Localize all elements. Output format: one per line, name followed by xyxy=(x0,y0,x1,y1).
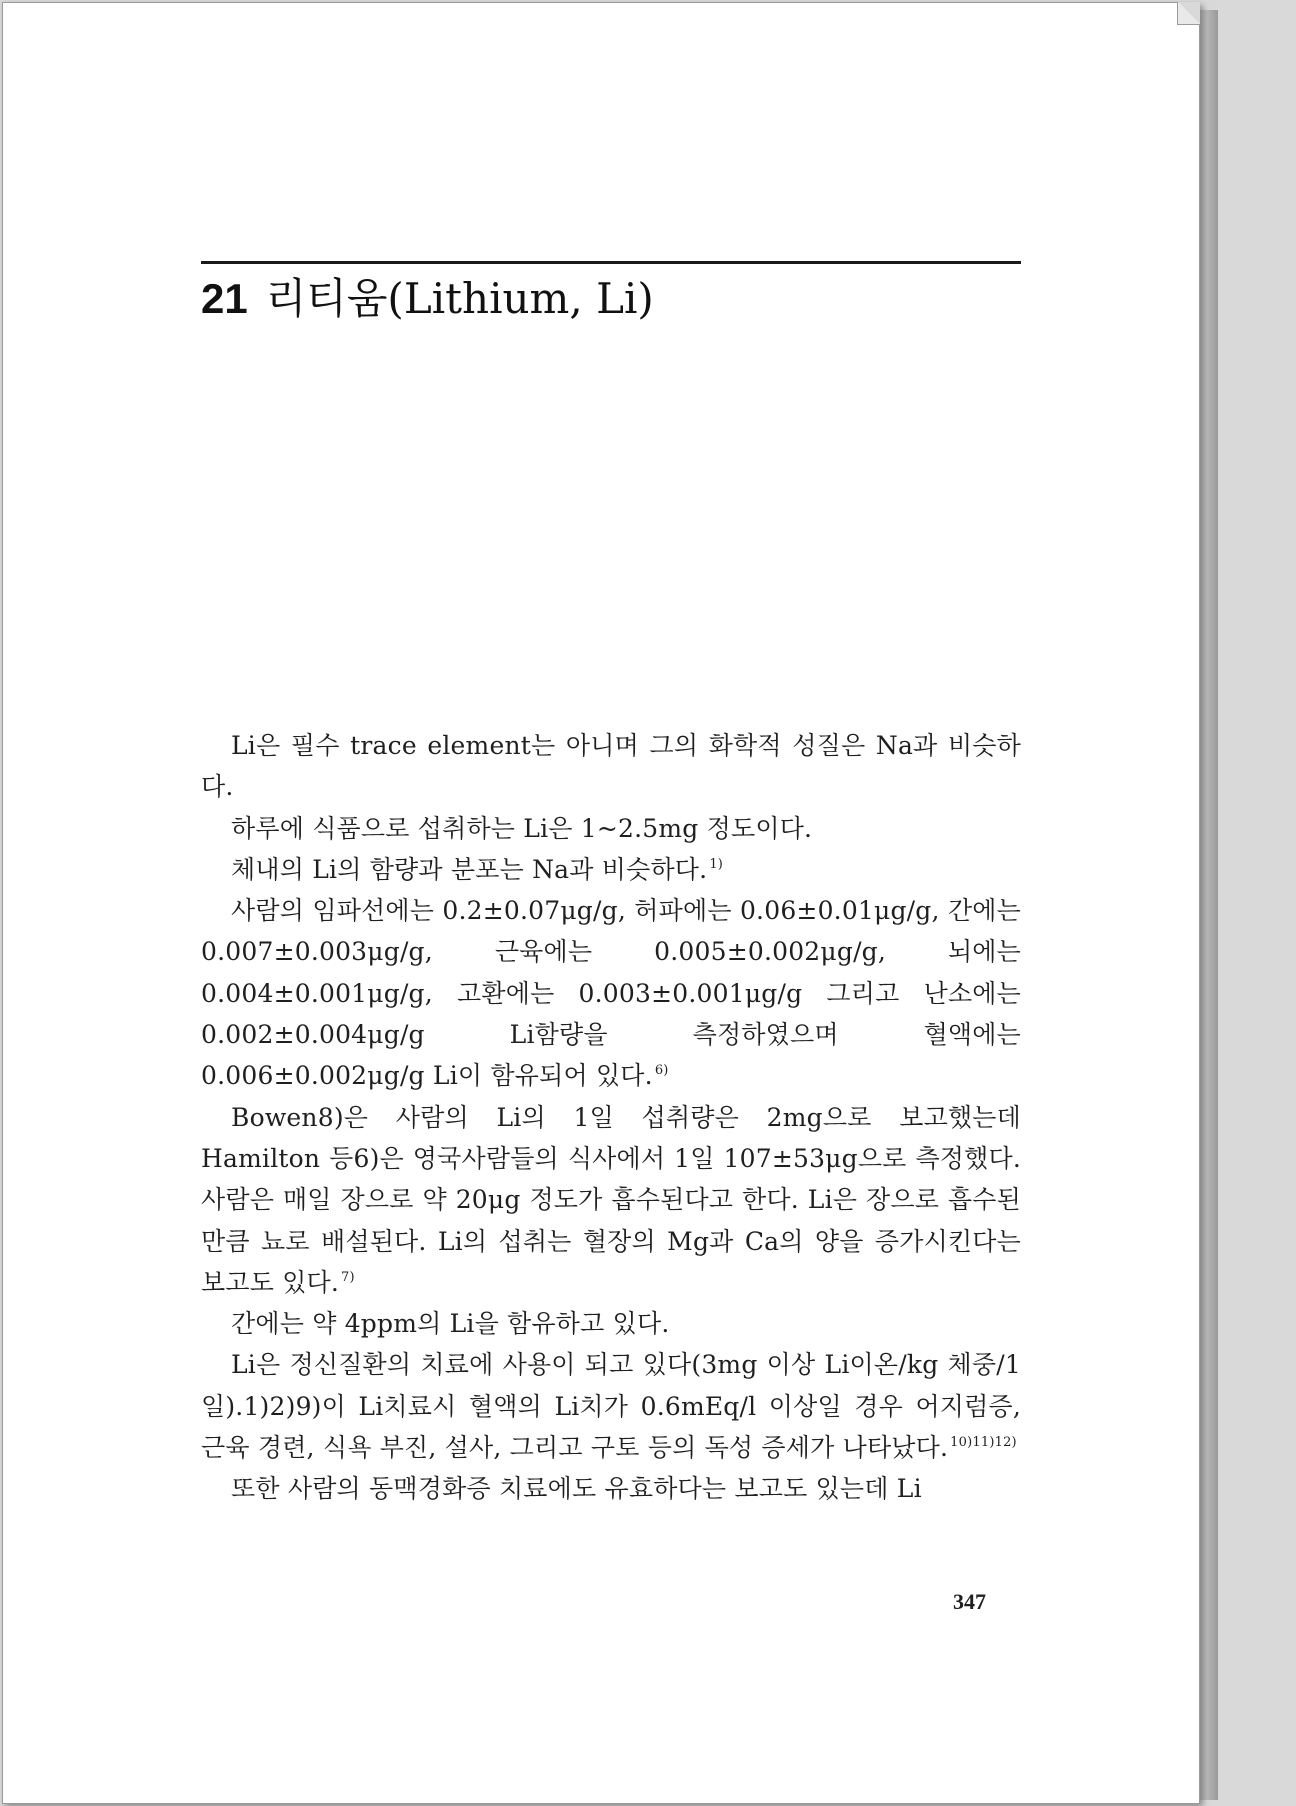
chapter-number: 21 xyxy=(201,275,248,322)
chapter-rule xyxy=(201,261,1021,264)
paragraph: Li은 정신질환의 치료에 사용이 되고 있다(3mg 이상 Li이온/kg 체중/1일).1)2)9)이 Li치료시 혈액의 Li치가 0.6mEq/l 이상일 경우 어지럼증, 근육 경련, 식욕 부진, 설사, 그리고 구토 등의 독성 증세가 나타났다. $^{10)11)12)}$ xyxy=(201,1350,1021,1463)
page-corner-fold xyxy=(1177,2,1200,25)
paragraph: Bowen8)은 사람의 Li의 1일 섭취량은 2mg으로 보고했는데 Hamilton 등6)은 영국사람들의 식사에서 1일 107±53μg으로 측정했다. 사람은 매일 장으로 약 20μg 정도가 흡수된다고 한다. Li은 장으로 흡수된 만큼 뇨로 배설된다. Li의 섭취는 혈장의 Mg과 Ca의 양을 증가시킨다는 보고도 있다. $^{7)}$ xyxy=(201,1102,1021,1297)
paragraph: 간에는 약 4ppm의 Li을 함유하고 있다. xyxy=(231,1309,670,1339)
page-number: 347 xyxy=(953,1589,986,1614)
reference-marker: 7) xyxy=(341,1269,355,1285)
paragraph: 하루에 식품으로 섭취하는 Li은 1~2.5mg 정도이다. xyxy=(231,813,813,843)
reference-marker: 1) xyxy=(709,856,724,872)
chapter-title: 리티움(Lithium, Li) xyxy=(265,274,654,323)
reference-marker: 10)11)12) xyxy=(950,1435,1017,1451)
paragraph: Li은 필수 trace element는 아니며 그의 화학적 성질은 Na과 비슷하다. xyxy=(201,731,1021,802)
page-stack-edge xyxy=(1200,10,1218,1800)
reference-marker: 6) xyxy=(654,1063,669,1079)
paragraph: 또한 사람의 동맥경화증 치료에도 유효하다는 보고도 있는데 Li xyxy=(231,1474,922,1504)
paragraph: 체내의 Li의 함량과 분포는 Na과 비슷하다. $^{1)}$ xyxy=(231,854,724,884)
paragraph: 사람의 임파선에는 0.2±0.07μg/g, 허파에는 0.06±0.01μg/g, 간에는 0.007±0.003μg/g, 근육에는 0.005±0.002μg/g, 뇌에는 0.004±0.001μg/g, 고환에는 0.003±0.001μg/g 그리고 난소에는 0.002±0.004μg/g Li함량을 측정하였으며 혈액에는 0.006±0.002μg/g Li이 함유되어 있다. $^{6)}$ xyxy=(201,896,1021,1091)
body-text xyxy=(201,725,1021,1510)
document-page xyxy=(2,2,1200,1804)
chapter-heading xyxy=(201,271,1021,327)
